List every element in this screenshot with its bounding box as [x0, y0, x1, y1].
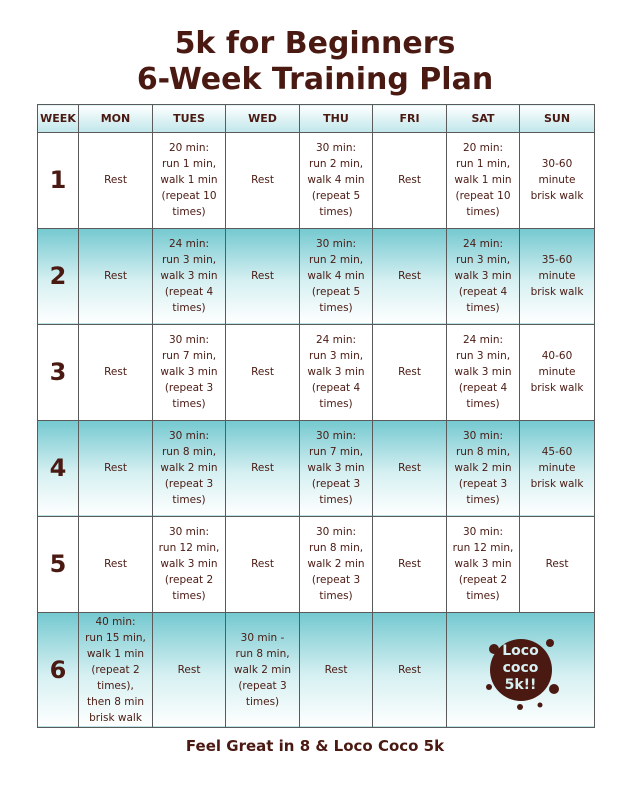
cell-text — [81, 614, 150, 726]
cell-text — [81, 172, 150, 188]
cell-text — [155, 140, 223, 220]
week-row — [38, 133, 595, 229]
cell-line: Rest — [104, 174, 127, 187]
cell-line: walk 3 min — [454, 558, 512, 571]
cell-line: 24 min: — [462, 238, 504, 251]
cell-text — [302, 332, 370, 412]
loco-coco-logo — [480, 629, 562, 711]
cell-thu — [300, 516, 373, 612]
cell-line: 30 min: — [315, 430, 357, 443]
cell-line: Rest — [251, 270, 274, 283]
cell-sat — [447, 133, 520, 229]
cell-text — [302, 662, 370, 678]
cell-line: 30-60 — [541, 158, 573, 171]
cell-line: walk 3 min — [454, 366, 512, 379]
cell-text — [302, 236, 370, 316]
cell-thu — [300, 420, 373, 516]
cell-line: minute — [538, 462, 576, 475]
logo-line-1: Loco — [502, 642, 539, 659]
cell-tues — [153, 133, 226, 229]
page-title — [0, 26, 630, 98]
cell-text — [228, 630, 297, 710]
cell-text — [155, 236, 223, 316]
cell-line: times) — [319, 398, 353, 411]
cell-line: (repeat 3 — [164, 382, 214, 395]
cell-line: times) — [319, 590, 353, 603]
cell-line: Rest — [251, 366, 274, 379]
footer-text: Feel Great in 8 & Loco Coco 5k — [185, 737, 445, 755]
cell-line: (repeat 4 — [458, 286, 508, 299]
cell-text — [449, 524, 517, 604]
cell-sun — [520, 420, 595, 516]
cell-line: walk 3 min — [160, 270, 218, 283]
cell-tues — [153, 420, 226, 516]
cell-line: (repeat 2 — [164, 574, 214, 587]
header-thu: THU — [300, 105, 373, 133]
cell-tues — [153, 612, 226, 727]
cell-sun — [520, 133, 595, 229]
cell-line: walk 3 min — [307, 462, 365, 475]
cell-line: run 8 min, — [455, 446, 511, 459]
cell-thu — [300, 324, 373, 420]
cell-wed — [226, 612, 300, 727]
cell-text — [375, 556, 444, 572]
cell-line: times) — [172, 206, 206, 219]
cell-line: (repeat 5 — [311, 190, 361, 203]
cell-text — [449, 332, 517, 412]
cell-line: minute — [538, 174, 576, 187]
header-tues: TUES — [153, 105, 226, 133]
cell-text — [155, 332, 223, 412]
cell-text — [228, 556, 297, 572]
cell-mon — [79, 324, 153, 420]
cell-line: minute — [538, 366, 576, 379]
cell-text — [302, 140, 370, 220]
week-row — [38, 228, 595, 324]
cell-line: brisk walk — [530, 190, 584, 203]
cell-line: 30 min: — [315, 526, 357, 539]
cell-line: walk 4 min — [307, 270, 365, 283]
cell-fri — [373, 612, 447, 727]
training-plan-table — [37, 104, 595, 728]
cell-line: (repeat 2 — [458, 574, 508, 587]
cell-line: times) — [245, 695, 280, 708]
cell-text — [81, 268, 150, 284]
cell-line: (repeat 3 — [311, 478, 361, 491]
header-wed: WED — [226, 105, 300, 133]
cell-sat — [447, 516, 520, 612]
cell-text — [228, 268, 297, 284]
cell-tues — [153, 516, 226, 612]
cell-line: then 8 min — [86, 695, 145, 708]
cell-line: walk 2 min — [233, 663, 292, 676]
cell-line: brisk walk — [530, 286, 584, 299]
cell-line: minute — [538, 270, 576, 283]
cell-line: run 3 min, — [161, 254, 217, 267]
cell-line: times), — [97, 679, 134, 692]
cell-text — [81, 364, 150, 380]
cell-line: times) — [466, 590, 500, 603]
week-number: 3 — [38, 324, 79, 420]
cell-text — [155, 524, 223, 604]
cell-line: (repeat 4 — [311, 382, 361, 395]
week-number: 2 — [38, 228, 79, 324]
cell-line: walk 3 min — [160, 558, 218, 571]
cell-text — [228, 460, 297, 476]
cell-text — [522, 556, 592, 572]
cell-text — [302, 428, 370, 508]
cell-line: Rest — [324, 663, 348, 676]
cell-sat — [447, 324, 520, 420]
cell-line: Rest — [398, 462, 421, 475]
header-week: WEEK — [38, 105, 79, 133]
cell-line: Rest — [104, 366, 127, 379]
cell-line: Rest — [177, 663, 201, 676]
cell-text — [522, 444, 592, 492]
cell-line: run 8 min, — [161, 446, 217, 459]
cell-fri — [373, 420, 447, 516]
cell-fri — [373, 133, 447, 229]
cell-line: times) — [319, 206, 353, 219]
cell-line: walk 3 min — [160, 366, 218, 379]
cell-mon — [79, 612, 153, 727]
cell-line: 30 min: — [168, 430, 210, 443]
cell-text — [375, 662, 444, 678]
cell-line: times) — [319, 302, 353, 315]
cell-line: 30 min - — [240, 631, 285, 644]
cell-line: walk 1 min — [86, 647, 145, 660]
header-row — [38, 105, 595, 133]
cell-line: Rest — [398, 366, 421, 379]
cell-line: run 3 min, — [455, 254, 511, 267]
cell-text — [522, 156, 592, 204]
cell-line: 20 min: — [462, 142, 504, 155]
cell-line: walk 3 min — [454, 270, 512, 283]
week-row — [38, 324, 595, 420]
cell-text — [155, 662, 223, 678]
title-line-2: 6-Week Training Plan — [136, 62, 494, 97]
cell-text — [375, 172, 444, 188]
cell-text — [522, 252, 592, 300]
cell-line: walk 2 min — [454, 462, 512, 475]
cell-line: 24 min: — [168, 238, 210, 251]
cell-line: run 8 min, — [235, 647, 290, 660]
cell-text — [449, 428, 517, 508]
cell-line: walk 1 min — [160, 174, 218, 187]
logo-cell — [447, 612, 595, 727]
cell-wed — [226, 228, 300, 324]
title-line-1: 5k for Beginners — [174, 26, 456, 61]
cell-line: (repeat 5 — [311, 286, 361, 299]
cell-mon — [79, 420, 153, 516]
cell-line: times) — [172, 398, 206, 411]
cell-line: run 1 min, — [161, 158, 217, 171]
cell-wed — [226, 324, 300, 420]
cell-line: run 7 min, — [161, 350, 217, 363]
cell-line: run 7 min, — [308, 446, 364, 459]
cell-line: Rest — [251, 462, 274, 475]
cell-thu — [300, 133, 373, 229]
cell-line: 30 min: — [168, 334, 210, 347]
cell-line: Rest — [398, 174, 421, 187]
cell-text — [155, 428, 223, 508]
cell-fri — [373, 228, 447, 324]
cell-thu — [300, 612, 373, 727]
logo-text — [480, 643, 562, 694]
cell-line: 30 min: — [462, 430, 504, 443]
cell-line: walk 3 min — [307, 366, 365, 379]
cell-line: run 3 min, — [455, 350, 511, 363]
cell-line: Rest — [398, 663, 421, 676]
cell-line: run 2 min, — [308, 158, 364, 171]
cell-line: times) — [172, 590, 206, 603]
cell-line: walk 1 min — [454, 174, 512, 187]
cell-text — [375, 268, 444, 284]
cell-wed — [226, 133, 300, 229]
cell-line: walk 2 min — [160, 462, 218, 475]
cell-line: (repeat 3 — [164, 478, 214, 491]
cell-tues — [153, 324, 226, 420]
cell-mon — [79, 228, 153, 324]
cell-fri — [373, 324, 447, 420]
week-number: 5 — [38, 516, 79, 612]
logo-line-3: 5k!! — [504, 676, 537, 693]
cell-line: (repeat 3 — [458, 478, 508, 491]
cell-line: walk 2 min — [307, 558, 365, 571]
cell-line: (repeat 4 — [164, 286, 214, 299]
cell-line: walk 4 min — [307, 174, 365, 187]
header-mon: MON — [79, 105, 153, 133]
cell-line: Rest — [251, 174, 274, 187]
cell-text — [81, 556, 150, 572]
header-fri: FRI — [373, 105, 447, 133]
cell-line: Rest — [251, 558, 274, 571]
cell-line: Rest — [398, 558, 421, 571]
cell-line: Rest — [104, 270, 127, 283]
cell-text — [522, 348, 592, 396]
cell-line: 40-60 — [541, 350, 573, 363]
cell-wed — [226, 516, 300, 612]
cell-line: run 2 min, — [308, 254, 364, 267]
cell-line: Rest — [104, 462, 127, 475]
cell-sun — [520, 228, 595, 324]
cell-text — [302, 524, 370, 604]
cell-wed — [226, 420, 300, 516]
cell-line: 30 min: — [462, 526, 504, 539]
cell-tues — [153, 228, 226, 324]
cell-text — [81, 460, 150, 476]
cell-line: times) — [466, 398, 500, 411]
cell-line: run 3 min, — [308, 350, 364, 363]
cell-text — [449, 140, 517, 220]
header-sun: SUN — [520, 105, 595, 133]
cell-line: (repeat 3 — [311, 574, 361, 587]
cell-line: 30 min: — [168, 526, 210, 539]
cell-mon — [79, 133, 153, 229]
cell-line: 30 min: — [315, 142, 357, 155]
cell-line: 35-60 — [541, 254, 573, 267]
cell-line: times) — [172, 494, 206, 507]
cell-line: 24 min: — [315, 334, 357, 347]
cell-line: (repeat 4 — [458, 382, 508, 395]
cell-text — [375, 460, 444, 476]
week-number: 6 — [38, 612, 79, 727]
cell-fri — [373, 516, 447, 612]
cell-sun — [520, 324, 595, 420]
cell-sat — [447, 228, 520, 324]
logo-line-2: coco — [502, 659, 539, 676]
cell-line: times) — [466, 494, 500, 507]
cell-line: Rest — [545, 558, 569, 571]
week-row — [38, 420, 595, 516]
cell-line: 20 min: — [168, 142, 210, 155]
header-sat: SAT — [447, 105, 520, 133]
cell-line: 45-60 — [541, 446, 573, 459]
cell-line: brisk walk — [530, 478, 584, 491]
cell-line: run 1 min, — [455, 158, 511, 171]
cell-line: 24 min: — [462, 334, 504, 347]
cell-line: (repeat 10 — [161, 190, 217, 203]
cell-line: run 12 min, — [452, 542, 514, 555]
cell-sun — [520, 516, 595, 612]
cell-line: times) — [466, 302, 500, 315]
cell-text — [228, 172, 297, 188]
cell-line: times) — [319, 494, 353, 507]
cell-line: 40 min: — [95, 615, 136, 628]
cell-text — [228, 364, 297, 380]
cell-line: (repeat 3 — [238, 679, 287, 692]
cell-thu — [300, 228, 373, 324]
cell-line: run 8 min, — [308, 542, 364, 555]
cell-line: 30 min: — [315, 238, 357, 251]
cell-line: times) — [466, 206, 500, 219]
cell-line: brisk walk — [530, 382, 584, 395]
cell-text — [449, 236, 517, 316]
cell-line: Rest — [104, 558, 127, 571]
week-row — [38, 516, 595, 612]
week-row — [38, 612, 595, 727]
cell-line: run 15 min, — [85, 631, 146, 644]
cell-line: brisk walk — [89, 711, 142, 724]
cell-line: (repeat 10 — [455, 190, 511, 203]
cell-text — [375, 364, 444, 380]
cell-sat — [447, 420, 520, 516]
cell-mon — [79, 516, 153, 612]
cell-line: Rest — [398, 270, 421, 283]
cell-line: times) — [172, 302, 206, 315]
week-number: 1 — [38, 133, 79, 229]
week-number: 4 — [38, 420, 79, 516]
cell-line: (repeat 2 — [91, 663, 140, 676]
cell-line: run 12 min, — [158, 542, 220, 555]
